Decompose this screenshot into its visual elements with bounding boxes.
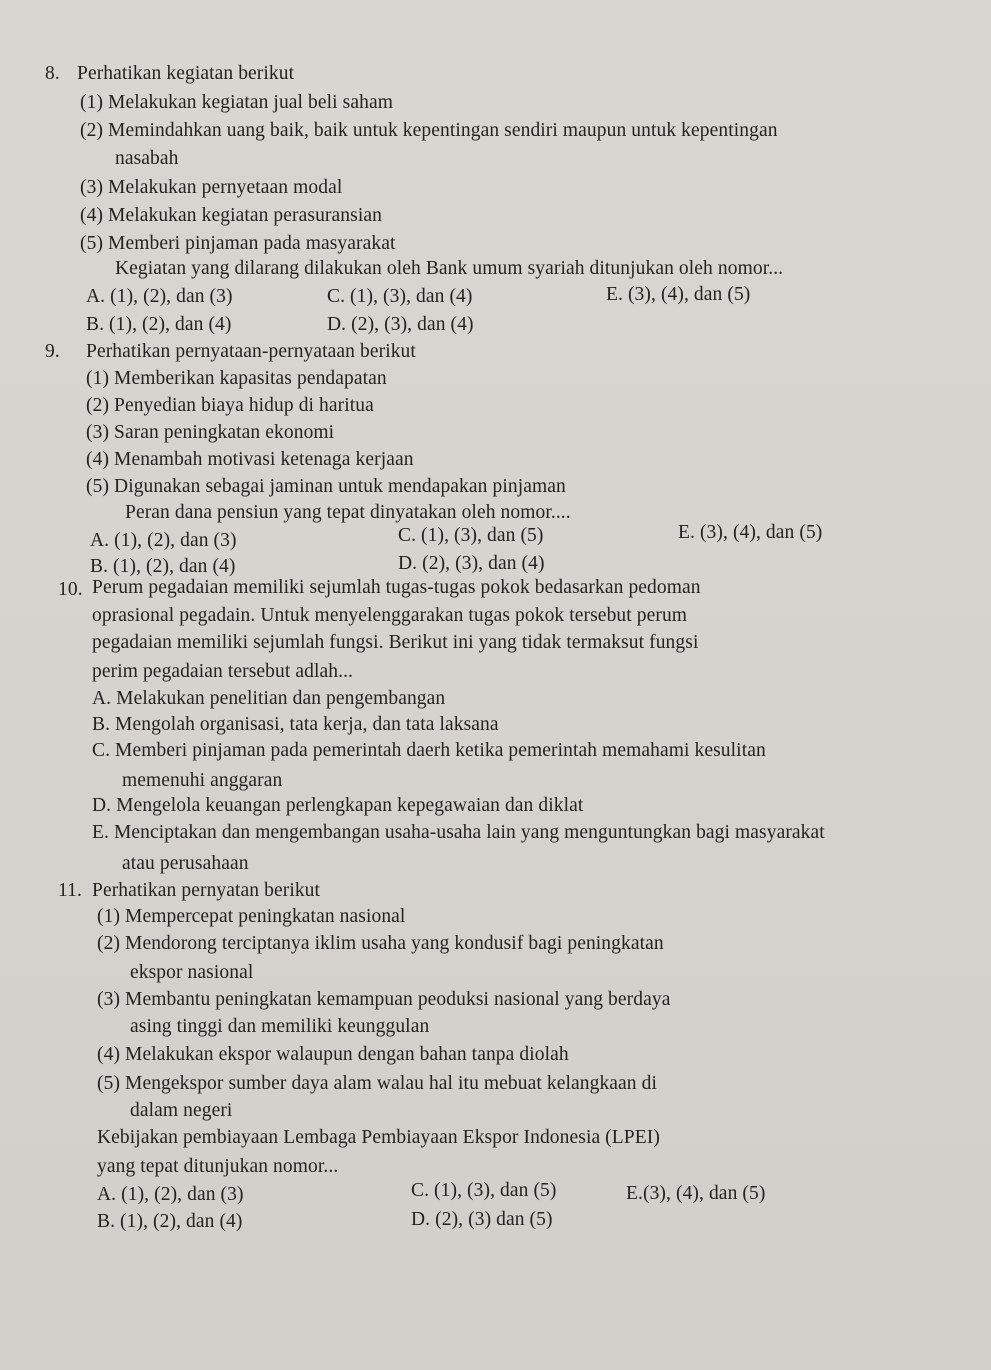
q11-option-b: B. (1), (2), dan (4): [97, 1211, 243, 1232]
q9-option-d: D. (2), (3), dan (4): [398, 553, 545, 574]
q11-item-5: (5) Mengekspor sumber daya alam walau hal itu mebuat kelangkaan di: [97, 1073, 657, 1094]
q10-option-c-cont: memenuhi anggaran: [122, 770, 283, 791]
q11-item-2: (2) Mendorong terciptanya iklim usaha yang kondusif bagi peningkatan: [97, 933, 664, 954]
q9-option-e: E. (3), (4), dan (5): [678, 522, 823, 543]
q9-item-3: (3) Saran peningkatan ekonomi: [86, 422, 335, 443]
q8-item-2-cont: nasabah: [115, 148, 179, 169]
q11-prompt: Perhatikan pernyatan berikut: [92, 880, 321, 901]
q9-item-2: (2) Penyedian biaya hidup di haritua: [86, 395, 374, 416]
q8-option-a: A. (1), (2), dan (3): [86, 286, 233, 307]
q8-item-2: (2) Memindahkan uang baik, baik untuk kepentingan sendiri maupun untuk kepentingan: [80, 120, 778, 141]
q8-option-d: D. (2), (3), dan (4): [327, 314, 474, 335]
q9-item-5: (5) Digunakan sebagai jaminan untuk mendapakan pinjaman: [86, 476, 566, 497]
q10-option-a: A. Melakukan penelitian dan pengembangan: [92, 688, 446, 709]
q9-option-c: C. (1), (3), dan (5): [398, 525, 544, 546]
q8-question: Kegiatan yang dilarang dilakukan oleh Bank umum syariah ditunjukan oleh nomor...: [115, 258, 784, 279]
q11-option-e: E.(3), (4), dan (5): [626, 1183, 766, 1204]
q8-option-c: C. (1), (3), dan (4): [327, 286, 473, 307]
q11-item-1: (1) Mempercepat peningkatan nasional: [97, 906, 406, 927]
q10-text-line-3: pegadaian memiliki sejumlah fungsi. Berikut ini yang tidak termaksut fungsi: [92, 632, 699, 653]
q11-question-line-2: yang tepat ditunjukan nomor...: [97, 1156, 339, 1177]
q8-option-e: E. (3), (4), dan (5): [606, 284, 751, 305]
q8-option-b: B. (1), (2), dan (4): [86, 314, 232, 335]
q11-option-c: C. (1), (3), dan (5): [411, 1180, 557, 1201]
q11-option-d: D. (2), (3) dan (5): [411, 1209, 553, 1230]
q10-option-d: D. Mengelola keuangan perlengkapan kepegawaian dan diklat: [92, 795, 584, 816]
q9-item-1: (1) Memberikan kapasitas pendapatan: [86, 368, 387, 389]
q9-option-b: B. (1), (2), dan (4): [90, 556, 236, 577]
q10-text-line-1: Perum pegadaian memiliki sejumlah tugas-tugas pokok bedasarkan pedoman: [92, 577, 701, 598]
q8-item-5: (5) Memberi pinjaman pada masyarakat: [80, 233, 396, 254]
q11-question-line-1: Kebijakan pembiayaan Lembaga Pembiayaan Ekspor Indonesia (LPEI): [97, 1127, 660, 1148]
q9-number: 9.: [45, 341, 60, 362]
q11-item-3: (3) Membantu peningkatan kemampuan peoduksi nasional yang berdaya: [97, 989, 671, 1010]
q9-item-4: (4) Menambah motivasi ketenaga kerjaan: [86, 449, 414, 470]
q9-prompt: Perhatikan pernyataan-pernyataan berikut: [86, 341, 416, 362]
q11-number: 11.: [58, 880, 82, 901]
q10-text-line-4: perim pegadaian tersebut adlah...: [92, 661, 354, 682]
q11-item-5-cont: dalam negeri: [130, 1100, 233, 1121]
q10-option-c: C. Memberi pinjaman pada pemerintah daerh ketika pemerintah memahami kesulitan: [92, 740, 766, 761]
q11-item-2-cont: ekspor nasional: [130, 962, 254, 983]
q9-option-a: A. (1), (2), dan (3): [90, 530, 237, 551]
q9-question: Peran dana pensiun yang tepat dinyatakan oleh nomor....: [125, 502, 571, 523]
q8-prompt: Perhatikan kegiatan berikut: [77, 63, 295, 84]
q11-item-4: (4) Melakukan ekspor walaupun dengan bahan tanpa diolah: [97, 1044, 569, 1065]
q10-option-e: E. Menciptakan dan mengembangan usaha-usaha lain yang menguntungkan bagi masyarakat: [92, 822, 825, 843]
q11-item-3-cont: asing tinggi dan memiliki keunggulan: [130, 1016, 430, 1037]
q8-item-3: (3) Melakukan pernyetaan modal: [80, 177, 343, 198]
q10-option-e-cont: atau perusahaan: [122, 853, 249, 874]
q10-number: 10.: [58, 579, 83, 600]
q11-option-a: A. (1), (2), dan (3): [97, 1184, 244, 1205]
q10-option-b: B. Mengolah organisasi, tata kerja, dan tata laksana: [92, 714, 499, 735]
q10-text-line-2: oprasional pegadain. Untuk menyelenggarakan tugas pokok tersebut perum: [92, 605, 688, 626]
q8-number: 8.: [45, 63, 60, 84]
q8-item-1: (1) Melakukan kegiatan jual beli saham: [80, 92, 393, 113]
q8-item-4: (4) Melakukan kegiatan perasuransian: [80, 205, 382, 226]
